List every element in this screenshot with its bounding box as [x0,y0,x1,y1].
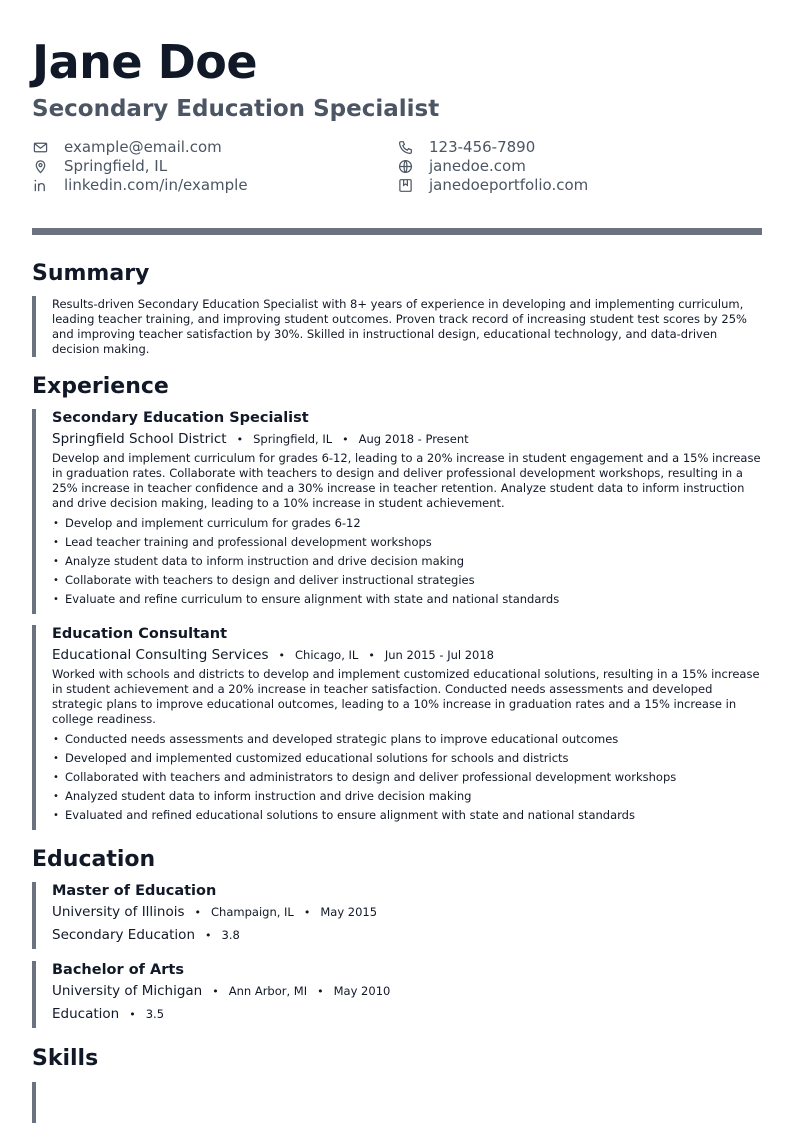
job-description: Worked with schools and districts to develop and implement customized educational solutions, resulting in a 15% increase in student achievement and a 20% increase in teacher satisfaction. Conducted needs assessments and developed strategic plans to improve educational outcomes, leading to a 10% increase in graduation rates and a 15% increase in college readiness. [52,667,760,726]
email-text: example@email.com [64,138,222,156]
location-text: Springfield, IL [64,157,168,175]
school-name: University of Michigan [52,983,203,999]
job-meta [52,644,762,667]
list-item: • Develop and implement curriculum for grades 6-12 [52,514,762,533]
map-pin-icon [32,159,48,175]
separator-dot: • [303,906,311,919]
linkedin-icon [32,178,48,194]
separator-dot: • [236,433,244,446]
resume-page [32,0,762,1123]
school-meta [52,901,762,924]
school-location: Champaign, IL [211,905,294,919]
experience-entry [32,625,762,830]
separator-dot: • [129,1008,136,1021]
contact-column-right [397,138,588,195]
graduation-date: May 2015 [320,905,378,919]
list-item: • Analyze student data to inform instruction and drive decision making [52,552,762,571]
separator-dot: • [368,649,375,662]
skills-heading: Skills [32,1046,99,1071]
contact-linkedin[interactable] [32,176,248,195]
gpa-value: 3.8 [221,928,240,942]
separator-dot: • [278,649,285,662]
degree-title: Master of Education [52,883,217,899]
linkedin-text: linkedin.com/in/example [64,176,248,194]
field-of-study: Education [52,1006,120,1022]
company-name: Springfield School District [52,431,227,447]
summary-block [32,296,762,357]
job-location: Springfield, IL [253,432,333,446]
bookmark-icon [397,178,413,194]
header-divider [32,228,762,235]
field-of-study: Secondary Education [52,927,195,943]
education-heading: Education [32,847,156,872]
school-name: University of Illinois [52,904,185,920]
separator-dot: • [194,906,202,919]
contact-portfolio[interactable] [397,176,588,195]
job-location: Chicago, IL [295,648,359,662]
list-item: • Lead teacher training and professional development workshops [52,533,762,552]
summary-text: Results-driven Secondary Education Specialist with 8+ years of experience in developing and implementing curriculum, leading teacher training, and improving student outcomes. Proven track record of increasing student test scores by 25% and improving teacher satisfaction by 30%. Skilled in instructional design, educational technology, and data-driven decision making. [52,297,747,356]
school-location: Ann Arbor, MI [228,984,308,998]
job-description: Develop and implement curriculum for grades 6-12, leading to a 20% increase in student engagement and a 15% increase in graduation rates. Collaborate with teachers to design and deliver professional development workshops, resulting in a 25% increase in teacher confidence and a 30% increase in teacher retention. Analyze student data to inform instruction and drive decision making, leading to a 10% increase in student achievement. [52,451,761,510]
degree-title: Bachelor of Arts [52,962,184,978]
experience-entry [32,409,762,614]
skills-block [32,1082,762,1123]
separator-dot: • [317,985,324,998]
contact-website[interactable] [397,157,588,176]
list-item: • Developed and implemented customized educational solutions for schools and districts [52,749,762,768]
job-dates: Aug 2018 - Present [358,432,469,446]
job-bullets [52,514,762,609]
portfolio-text: janedoeportfolio.com [429,176,589,194]
list-item: • Conducted needs assessments and developed strategic plans to improve educational outcomes [52,730,762,749]
list-item: • Analyzed student data to inform instruction and drive decision making [52,787,762,806]
separator-dot: • [212,985,219,998]
company-name: Educational Consulting Services [52,647,269,663]
website-text: janedoe.com [429,157,526,175]
list-item: • Collaborated with teachers and administrators to design and deliver professional development workshops [52,768,762,787]
list-item: • Evaluate and refine curriculum to ensure alignment with state and national standards [52,590,762,609]
candidate-headline: Secondary Education Specialist [32,96,440,122]
graduation-date: May 2010 [333,984,391,998]
gpa-value: 3.5 [145,1007,165,1021]
separator-dot: • [205,929,212,942]
summary-heading: Summary [32,261,150,286]
contact-phone[interactable] [397,138,588,157]
candidate-name: Jane Doe [32,35,258,89]
phone-text: 123-456-7890 [429,138,536,156]
list-item: • Evaluated and refined educational solutions to ensure alignment with state and national standards [52,806,762,825]
contact-column-left [32,138,248,195]
contact-email[interactable] [32,138,248,157]
list-item: • Collaborate with teachers to design and deliver instructional strategies [52,571,762,590]
experience-heading: Experience [32,374,169,399]
school-meta [52,980,762,1003]
separator-dot: • [342,433,349,446]
job-title: Secondary Education Specialist [52,410,309,426]
field-meta [52,924,762,947]
job-dates: Jun 2015 - Jul 2018 [384,648,494,662]
contact-location [32,157,248,176]
job-bullets [52,730,762,825]
field-meta [52,1003,762,1026]
education-entry [32,961,762,1028]
job-meta [52,428,762,451]
job-title: Education Consultant [52,626,228,642]
phone-icon [397,140,413,156]
mail-icon [32,140,48,156]
globe-icon [397,159,413,175]
education-entry [32,882,762,949]
